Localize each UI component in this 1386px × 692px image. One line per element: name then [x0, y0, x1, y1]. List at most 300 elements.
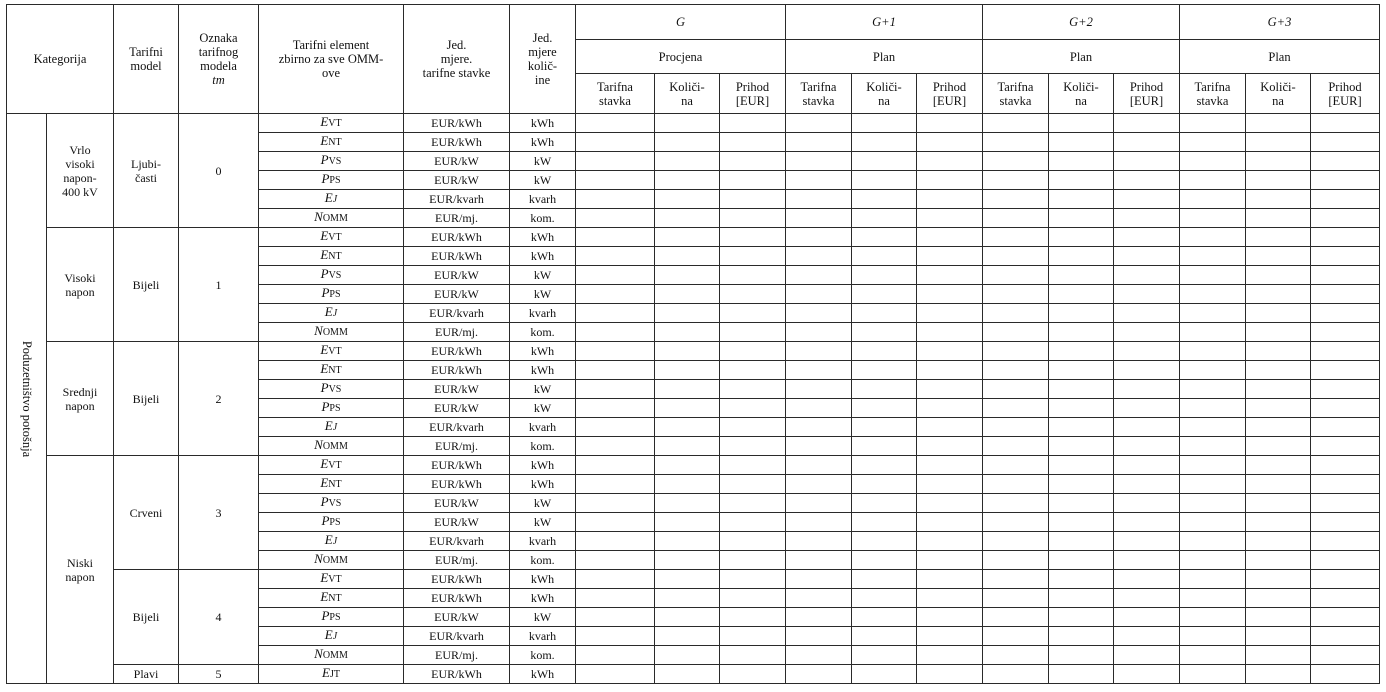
value-cell — [1180, 646, 1246, 665]
value-cell — [720, 418, 786, 437]
tariff-element-sub: NT — [328, 593, 342, 604]
value-cell — [983, 608, 1049, 627]
value-cell — [655, 304, 720, 323]
text-line: napon- — [63, 170, 97, 185]
value-cell — [655, 323, 720, 342]
value-cell — [917, 513, 983, 532]
tariff-element-symbol: E — [320, 456, 329, 471]
value-cell — [852, 133, 917, 152]
value-cell — [786, 190, 852, 209]
tariff-element-symbol: P — [321, 608, 330, 623]
quantity-unit-cell: kWh — [510, 665, 576, 684]
tariff-element-cell — [259, 285, 404, 304]
value-cell — [786, 589, 852, 608]
value-cell — [1180, 532, 1246, 551]
value-cell — [1180, 152, 1246, 171]
quantity-unit-cell: kWh — [510, 570, 576, 589]
value-cell — [786, 342, 852, 361]
quantity-unit-cell: kvarh — [510, 532, 576, 551]
value-cell — [1114, 209, 1180, 228]
value-cell — [576, 589, 655, 608]
value-cell — [1180, 475, 1246, 494]
value-cell — [917, 570, 983, 589]
period-label: G+2 — [1069, 15, 1093, 29]
value-cell — [852, 551, 917, 570]
text-line: Vrlo — [69, 142, 91, 157]
value-cell — [852, 418, 917, 437]
value-cell — [852, 266, 917, 285]
value-cell — [1180, 133, 1246, 152]
quantity-unit-cell: kWh — [510, 475, 576, 494]
value-cell — [917, 247, 983, 266]
tariff-element-sub: VT — [328, 346, 342, 357]
value-cell — [1180, 665, 1246, 684]
period-type: Procjena — [576, 40, 786, 74]
value-cell — [1180, 114, 1246, 133]
value-cell — [1049, 608, 1114, 627]
sub-col-stavka — [576, 74, 655, 114]
tariff-element-cell — [259, 114, 404, 133]
sub-col-prihod — [917, 74, 983, 114]
value-cell — [1180, 342, 1246, 361]
tariff-element-symbol: N — [314, 437, 323, 452]
value-cell — [1180, 380, 1246, 399]
value-cell — [576, 399, 655, 418]
value-cell — [1049, 437, 1114, 456]
header-kategorija: Kategorija — [7, 5, 114, 114]
model-tm-cell: 5 — [179, 665, 259, 684]
value-cell — [1180, 418, 1246, 437]
value-cell — [576, 209, 655, 228]
tariff-element-cell — [259, 665, 404, 684]
value-cell — [917, 418, 983, 437]
value-cell — [786, 608, 852, 627]
value-cell — [917, 437, 983, 456]
value-cell — [655, 437, 720, 456]
value-cell — [786, 228, 852, 247]
text-line: Količi- — [1260, 79, 1296, 94]
value-cell — [917, 646, 983, 665]
text-line: Prihod — [735, 79, 770, 94]
tariff-unit-cell: EUR/kvarh — [404, 532, 510, 551]
sub-col-stavka — [786, 74, 852, 114]
value-cell — [983, 266, 1049, 285]
tariff-element-sub: JT — [329, 669, 340, 680]
value-cell — [720, 627, 786, 646]
tariff-element-sub: VS — [328, 270, 342, 281]
tariff-element-cell — [259, 646, 404, 665]
text-line: Plavi — [133, 667, 159, 681]
value-cell — [786, 380, 852, 399]
category-cell — [47, 114, 114, 228]
value-cell — [1114, 342, 1180, 361]
header-oznaka — [179, 5, 259, 114]
category-cell — [47, 228, 114, 342]
value-cell — [983, 627, 1049, 646]
value-cell — [655, 665, 720, 684]
tariff-unit-cell: EUR/mj. — [404, 437, 510, 456]
value-cell — [720, 152, 786, 171]
quantity-unit-cell: kvarh — [510, 627, 576, 646]
value-cell — [786, 437, 852, 456]
value-cell — [983, 494, 1049, 513]
tariff-element-sub: OMM — [322, 650, 348, 661]
value-cell — [720, 380, 786, 399]
value-cell — [1114, 646, 1180, 665]
text-line: [EUR] — [735, 93, 770, 108]
value-cell — [576, 494, 655, 513]
tariff-element-symbol: N — [314, 646, 323, 661]
header-jed-mjere-kolicine — [510, 5, 576, 114]
quantity-unit-cell: kWh — [510, 589, 576, 608]
quantity-unit-cell: kom. — [510, 646, 576, 665]
tariff-element-symbol: P — [321, 285, 330, 300]
value-cell — [1311, 114, 1380, 133]
quantity-unit-cell: kW — [510, 513, 576, 532]
text-line: modela — [200, 59, 237, 73]
text-line: Oznaka — [199, 31, 238, 45]
value-cell — [576, 608, 655, 627]
value-cell — [1114, 304, 1180, 323]
value-cell — [1246, 589, 1311, 608]
value-cell — [655, 646, 720, 665]
tariff-element-sub: NT — [328, 137, 342, 148]
text-line: [EUR] — [932, 93, 967, 108]
value-cell — [1049, 532, 1114, 551]
value-cell — [655, 209, 720, 228]
value-cell — [1246, 133, 1311, 152]
tariff-element-symbol: P — [320, 266, 329, 281]
value-cell — [1246, 532, 1311, 551]
tariff-element-sub: VT — [328, 118, 342, 129]
quantity-unit-cell: kW — [510, 266, 576, 285]
text-line: količ- — [527, 59, 558, 73]
tariff-unit-cell: EUR/kvarh — [404, 304, 510, 323]
value-cell — [1049, 551, 1114, 570]
value-cell — [576, 285, 655, 304]
value-cell — [1311, 627, 1380, 646]
value-cell — [786, 304, 852, 323]
value-cell — [983, 342, 1049, 361]
category-cell — [47, 456, 114, 684]
quantity-unit-cell: kWh — [510, 247, 576, 266]
tariff-element-cell — [259, 323, 404, 342]
category-cell — [47, 342, 114, 456]
value-cell — [917, 209, 983, 228]
tariff-element-sub: PS — [329, 289, 341, 300]
value-cell — [917, 456, 983, 475]
value-cell — [1114, 285, 1180, 304]
tariff-element-cell — [259, 152, 404, 171]
text-line: Prihod — [1129, 79, 1164, 94]
oznaka-tm: tm — [212, 73, 225, 87]
value-cell — [983, 513, 1049, 532]
value-cell — [1114, 665, 1180, 684]
value-cell — [1246, 475, 1311, 494]
value-cell — [983, 646, 1049, 665]
value-cell — [1114, 171, 1180, 190]
sub-col-kolicina — [1246, 74, 1311, 114]
value-cell — [1049, 494, 1114, 513]
value-cell — [655, 114, 720, 133]
tariff-element-cell — [259, 342, 404, 361]
tariff-element-sub: NT — [328, 251, 342, 262]
tariff-unit-cell: EUR/mj. — [404, 323, 510, 342]
value-cell — [1246, 171, 1311, 190]
quantity-unit-cell: kW — [510, 171, 576, 190]
value-cell — [917, 133, 983, 152]
value-cell — [1049, 646, 1114, 665]
tariff-element-symbol: E — [320, 114, 329, 129]
tariff-element-sub: VT — [328, 460, 342, 471]
value-cell — [1114, 494, 1180, 513]
text-line: Tarifna — [800, 79, 837, 94]
tariff-element-symbol: E — [324, 304, 333, 319]
value-cell — [655, 285, 720, 304]
table-row — [7, 228, 1380, 247]
value-cell — [1114, 456, 1180, 475]
text-line: Bijeli — [132, 277, 160, 292]
tariff-unit-cell: EUR/kW — [404, 380, 510, 399]
sub-col-kolicina — [852, 74, 917, 114]
tariff-unit-cell: EUR/kWh — [404, 361, 510, 380]
text-line: časti — [135, 170, 157, 185]
value-cell — [576, 532, 655, 551]
value-cell — [720, 665, 786, 684]
value-cell — [576, 361, 655, 380]
tariff-element-symbol: E — [324, 190, 333, 205]
value-cell — [720, 361, 786, 380]
value-cell — [576, 190, 655, 209]
value-cell — [1049, 589, 1114, 608]
sub-col-prihod — [1114, 74, 1180, 114]
value-cell — [1049, 665, 1114, 684]
text-line: Srednji — [62, 384, 98, 399]
value-cell — [852, 589, 917, 608]
value-cell — [1311, 399, 1380, 418]
text-line: tarifnog — [198, 45, 239, 59]
text-line: [EUR] — [1328, 93, 1362, 108]
value-cell — [1246, 285, 1311, 304]
tariff-element-symbol: E — [324, 532, 333, 547]
tariff-unit-cell: EUR/kWh — [404, 665, 510, 684]
tariff-unit-cell: EUR/kW — [404, 171, 510, 190]
quantity-unit-cell: kWh — [510, 114, 576, 133]
value-cell — [1246, 494, 1311, 513]
value-cell — [576, 114, 655, 133]
text-line: visoki — [65, 156, 95, 171]
tariff-element-sub: VS — [328, 498, 342, 509]
tariff-element-sub: VS — [328, 384, 342, 395]
value-cell — [1114, 437, 1180, 456]
value-cell — [917, 190, 983, 209]
value-cell — [1049, 570, 1114, 589]
value-cell — [852, 608, 917, 627]
value-cell — [1311, 323, 1380, 342]
tariff-element-symbol: E — [320, 228, 329, 243]
tariff-element-symbol: P — [321, 513, 330, 528]
side-label-cell — [7, 114, 47, 684]
value-cell — [720, 228, 786, 247]
value-cell — [1311, 285, 1380, 304]
value-cell — [917, 399, 983, 418]
value-cell — [786, 399, 852, 418]
tariff-element-cell — [259, 570, 404, 589]
tariff-element-cell — [259, 190, 404, 209]
value-cell — [786, 646, 852, 665]
tariff-element-sub: NT — [328, 479, 342, 490]
value-cell — [786, 513, 852, 532]
value-cell — [1049, 627, 1114, 646]
quantity-unit-cell: kvarh — [510, 190, 576, 209]
value-cell — [1246, 418, 1311, 437]
value-cell — [1114, 380, 1180, 399]
value-cell — [1246, 152, 1311, 171]
value-cell — [1180, 266, 1246, 285]
table-row — [7, 342, 1380, 361]
value-cell — [983, 228, 1049, 247]
period-type: Plan — [983, 40, 1180, 74]
text-line: Količi- — [1063, 79, 1099, 94]
value-cell — [1311, 475, 1380, 494]
tariff-element-sub: J — [332, 536, 338, 547]
model-name-cell — [114, 570, 179, 665]
value-cell — [1246, 228, 1311, 247]
value-cell — [1246, 209, 1311, 228]
text-line: Prihod — [1328, 79, 1362, 94]
model-name-cell — [114, 665, 179, 684]
tariff-element-cell — [259, 228, 404, 247]
tariff-element-sub: VT — [328, 232, 342, 243]
model-tm-cell: 2 — [179, 342, 259, 456]
side-label: Poduzetništvo potošnja — [19, 340, 34, 457]
tariff-element-sub: PS — [329, 175, 341, 186]
value-cell — [1114, 475, 1180, 494]
value-cell — [1246, 323, 1311, 342]
tariff-element-cell — [259, 418, 404, 437]
tariff-element-cell — [259, 133, 404, 152]
value-cell — [1180, 589, 1246, 608]
tariff-element-cell — [259, 171, 404, 190]
quantity-unit-cell: kW — [510, 285, 576, 304]
value-cell — [720, 513, 786, 532]
value-cell — [1246, 342, 1311, 361]
text-line: [EUR] — [1129, 93, 1164, 108]
tariff-element-cell — [259, 475, 404, 494]
value-cell — [1114, 323, 1180, 342]
tariff-element-cell — [259, 589, 404, 608]
value-cell — [983, 361, 1049, 380]
value-cell — [576, 247, 655, 266]
tariff-element-sub: NT — [328, 365, 342, 376]
value-cell — [983, 551, 1049, 570]
table-header — [7, 5, 1380, 114]
tariff-unit-cell: EUR/kW — [404, 399, 510, 418]
value-cell — [852, 323, 917, 342]
value-cell — [786, 133, 852, 152]
value-cell — [576, 323, 655, 342]
value-cell — [983, 114, 1049, 133]
text-line: Tarifni element — [292, 38, 370, 52]
value-cell — [917, 323, 983, 342]
value-cell — [1180, 608, 1246, 627]
value-cell — [852, 209, 917, 228]
tariff-unit-cell: EUR/kWh — [404, 475, 510, 494]
value-cell — [917, 665, 983, 684]
text-line: stavka — [802, 93, 835, 108]
value-cell — [1180, 304, 1246, 323]
period-label: G — [675, 15, 686, 29]
text-line: tarifne stavke — [422, 66, 491, 80]
tariff-element-sub: OMM — [322, 441, 348, 452]
tariff-element-symbol: E — [320, 589, 329, 604]
value-cell — [1049, 399, 1114, 418]
value-cell — [1114, 152, 1180, 171]
tariff-element-symbol: P — [321, 399, 330, 414]
value-cell — [983, 285, 1049, 304]
value-cell — [1311, 646, 1380, 665]
value-cell — [1246, 456, 1311, 475]
value-cell — [786, 209, 852, 228]
value-cell — [576, 627, 655, 646]
value-cell — [720, 342, 786, 361]
value-cell — [786, 266, 852, 285]
quantity-unit-cell: kW — [510, 399, 576, 418]
header-jed-mjere-stavke — [404, 5, 510, 114]
value-cell — [983, 190, 1049, 209]
tariff-element-cell — [259, 551, 404, 570]
value-cell — [983, 437, 1049, 456]
value-cell — [720, 171, 786, 190]
value-cell — [1180, 171, 1246, 190]
value-cell — [655, 133, 720, 152]
value-cell — [983, 589, 1049, 608]
tariff-element-symbol: E — [320, 342, 329, 357]
model-tm-cell: 0 — [179, 114, 259, 228]
tariff-element-symbol: P — [321, 171, 330, 186]
tariff-unit-cell: EUR/kW — [404, 266, 510, 285]
tariff-element-sub: PS — [329, 403, 341, 414]
value-cell — [1180, 285, 1246, 304]
header-tarifni-element — [259, 5, 404, 114]
quantity-unit-cell: kWh — [510, 456, 576, 475]
text-line: Tarifni model — [129, 45, 163, 73]
quantity-unit-cell: kWh — [510, 342, 576, 361]
value-cell — [576, 304, 655, 323]
value-cell — [576, 342, 655, 361]
period-type: Plan — [786, 40, 983, 74]
model-name-cell — [114, 456, 179, 570]
value-cell — [1114, 608, 1180, 627]
period-header — [576, 5, 786, 40]
value-cell — [786, 551, 852, 570]
tariff-element-sub: J — [332, 194, 338, 205]
value-cell — [1180, 190, 1246, 209]
tariff-element-sub: J — [332, 308, 338, 319]
value-cell — [852, 646, 917, 665]
value-cell — [576, 152, 655, 171]
quantity-unit-cell: kom. — [510, 437, 576, 456]
text-line: stavka — [599, 93, 631, 108]
header-row-1 — [7, 5, 1380, 40]
value-cell — [576, 418, 655, 437]
value-cell — [720, 589, 786, 608]
value-cell — [1311, 589, 1380, 608]
value-cell — [720, 247, 786, 266]
value-cell — [1180, 323, 1246, 342]
value-cell — [720, 646, 786, 665]
value-cell — [1114, 551, 1180, 570]
